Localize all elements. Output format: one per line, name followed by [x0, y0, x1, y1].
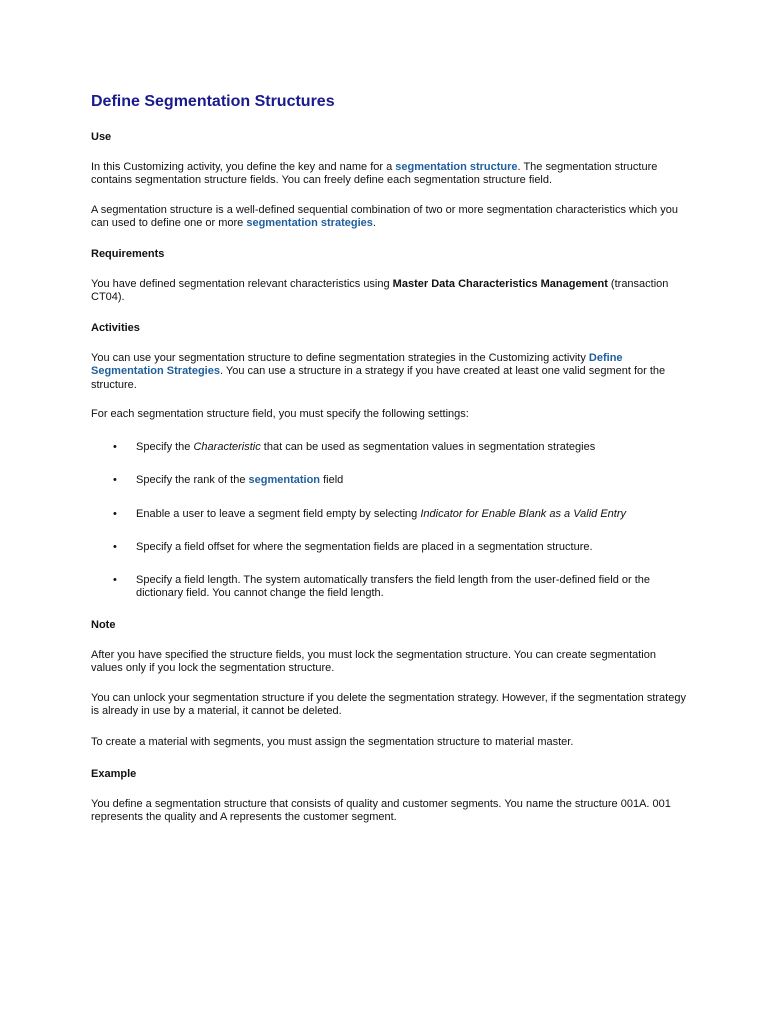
section-heading-requirements: Requirements: [91, 248, 165, 260]
segmentation-strategies-link[interactable]: segmentation strategies: [246, 217, 373, 230]
text-run: You have defined segmentation relevant characteristics using: [91, 278, 393, 290]
text-run: . You can use a structure in a strategy if you have created at least one valid segment for the structure.: [91, 365, 666, 391]
italic-term: Characteristic: [193, 441, 261, 453]
text-run: In this Customizing activity, you define the key and name for a: [91, 161, 396, 173]
text-run: field: [320, 474, 344, 486]
bullet-item-1: [136, 441, 681, 454]
text-run: (transaction CT04).: [91, 278, 669, 304]
text-run: Specify the rank of the: [136, 474, 249, 486]
bullet-glyph: •: [113, 474, 117, 486]
segmentation-structure-link[interactable]: segmentation structure: [395, 161, 518, 173]
text-run: Specify the: [136, 441, 194, 453]
use-paragraph-2: [91, 204, 687, 231]
activities-paragraph-1: [91, 352, 687, 392]
note-paragraph-2: You can unlock your segmentation structure if you delete the segmentation strategy. However, if the segmentation strategy is already in use by a material, it cannot be deleted.: [91, 692, 686, 718]
define-segmentation-strategies-link[interactable]: Define Segmentation Strategies: [91, 352, 623, 378]
section-heading-activities: Activities: [91, 322, 140, 334]
requirements-paragraph: [91, 278, 687, 305]
example-paragraph: You define a segmentation structure that consists of quality and customer segments. You name the structure 001A. 001 represents the quality and A represents the customer segment.: [91, 798, 671, 824]
bullet-glyph: •: [113, 541, 117, 553]
use-paragraph-1: [91, 161, 687, 188]
page-title: Define Segmentation Structures: [91, 93, 335, 110]
bullet-item-5: Specify a field length. The system automatically transfers the field length from the user-defined field or the dictionary field. You cannot change the field length.: [136, 574, 651, 600]
text-run: that can be used as segmentation values in segmentation strategies: [260, 441, 596, 453]
text-run: A segmentation structure is a well-defined sequential combination of two or more segmentation characteristics which you can used to define one or more: [91, 204, 678, 230]
bullet-item-4: Specify a field offset for where the segmentation fields are placed in a segmentation structure.: [136, 541, 593, 553]
text-run: Enable a user to leave a segment field empty by selecting: [136, 508, 421, 520]
note-paragraph-1: After you have specified the structure fields, you must lock the segmentation structure. You can create segmentation values only if you lock the segmentation structure.: [91, 649, 656, 675]
bullet-glyph: •: [113, 574, 117, 586]
segmentation-link[interactable]: segmentation: [248, 474, 321, 486]
bullet-item-2: [136, 474, 681, 487]
bullet-item-3: [136, 508, 681, 521]
text-run: .: [372, 217, 376, 230]
text-run: . The segmentation structure contains segmentation structure fields. You can freely define each segmentation structure field.: [91, 161, 658, 187]
bullet-glyph: •: [113, 508, 117, 520]
section-heading-example: Example: [91, 768, 137, 780]
section-heading-note: Note: [91, 619, 116, 631]
note-paragraph-3: To create a material with segments, you must assign the segmentation structure to material master.: [91, 736, 574, 748]
text-run: You can use your segmentation structure to define segmentation strategies in the Customizing activity: [91, 352, 589, 364]
bullet-glyph: •: [113, 441, 117, 453]
section-heading-use: Use: [91, 131, 112, 143]
bold-term: Master Data Characteristics Management: [392, 278, 608, 290]
italic-term: Indicator for Enable Blank as a Valid Entry: [420, 508, 626, 520]
activities-paragraph-2: For each segmentation structure field, you must specify the following settings:: [91, 408, 469, 420]
